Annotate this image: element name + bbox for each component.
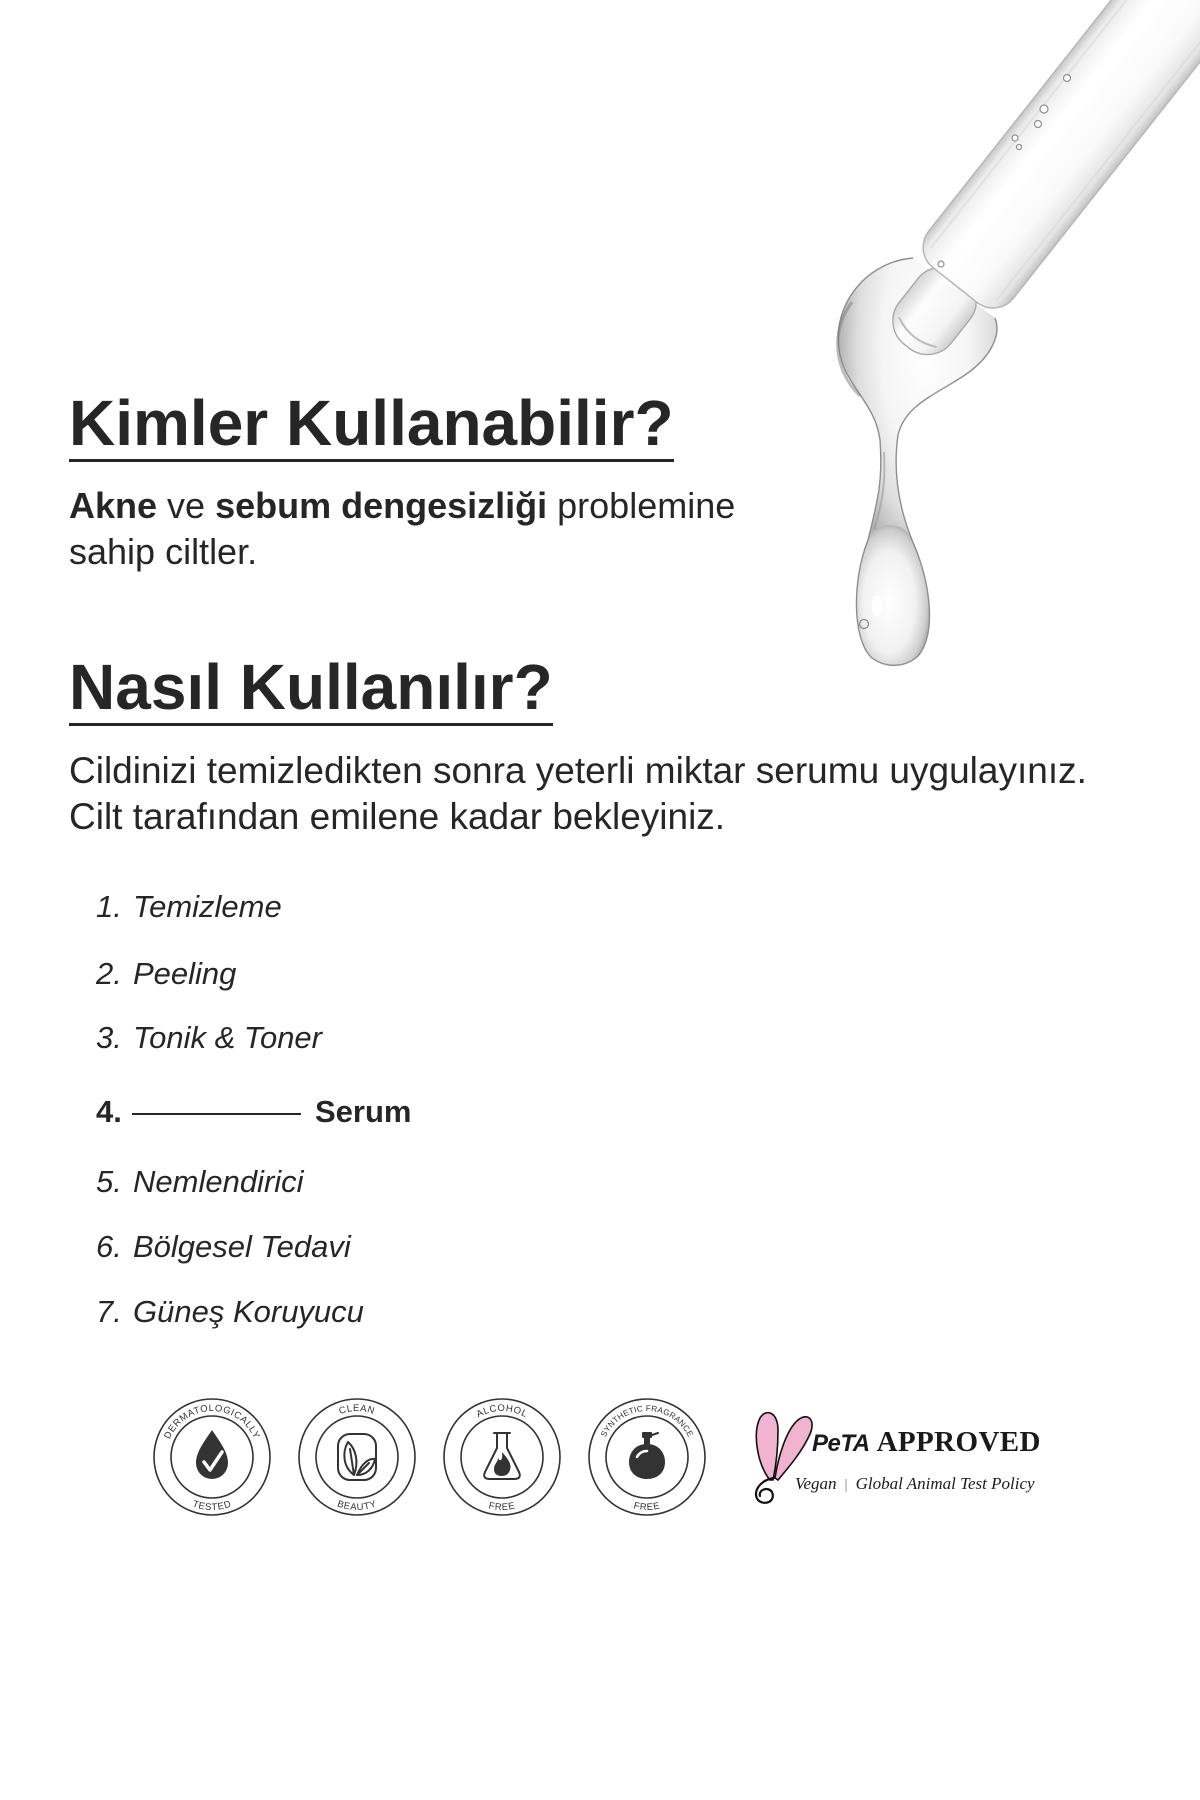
step-label: Tonik & Toner (133, 1020, 322, 1055)
step-label: Nemlendirici (133, 1164, 304, 1199)
peta-separator: | (844, 1477, 848, 1493)
keyword-sebum: sebum dengesizliği (215, 485, 548, 526)
badge-synthetic-fragrance-free (587, 1397, 707, 1517)
badge-bottom-text (633, 1500, 662, 1513)
badge-inner-ring (461, 1416, 543, 1498)
badge-bottom-label: TESTED (190, 1498, 233, 1514)
badge-top-label: SYNTHETIC FRAGRANCE (599, 1403, 695, 1439)
badge-bottom-text (488, 1500, 517, 1513)
step-number: 1. (96, 889, 122, 924)
connector-text: ve (157, 485, 216, 526)
badge-top-text (338, 1403, 377, 1417)
keyword-acne: Akne (69, 485, 158, 526)
how-to-use-heading: Nasıl Kullanılır? (69, 652, 553, 726)
how-line-2: Cilt tarafından emilene kadar bekleyiniz. (69, 796, 726, 837)
peta-brand: PeTA (812, 1430, 870, 1457)
peta-policy-text: Global Animal Test Policy (855, 1474, 1035, 1493)
badge-bottom-label: FREE (632, 1500, 662, 1514)
flask-flame-icon (484, 1433, 520, 1479)
step-item-cleansing (96, 887, 282, 927)
badge-bottom-text (191, 1499, 233, 1514)
who-can-use-heading: Kimler Kullanabilir? (69, 388, 674, 462)
step-item-toner (96, 1018, 322, 1058)
serum-dropper-image (0, 0, 1200, 700)
how-line-1: Cildinizi temizledikten sonra yeterli miktar serumu uygulayınız. (69, 750, 1087, 791)
badge-top-label: CLEAN (337, 1402, 377, 1417)
step-number: 6. (96, 1229, 122, 1264)
step-number: 5. (96, 1164, 122, 1199)
dropper-glass-tube (864, 0, 1200, 380)
badge-clean-beauty (297, 1397, 417, 1517)
step-label: Güneş Koruyucu (133, 1294, 364, 1329)
step-item-serum-current (96, 1092, 411, 1132)
badge-dermatologically-tested (152, 1397, 272, 1517)
step-highlight-line (132, 1113, 301, 1115)
who-line-1 (69, 483, 735, 529)
step-number: 4. (96, 1094, 122, 1129)
step-number: 2. (96, 956, 122, 991)
badge-bottom-text (336, 1498, 379, 1513)
perfume-bottle-icon (629, 1432, 665, 1479)
water-drop-check-icon (196, 1430, 228, 1479)
badge-bottom-label: FREE (487, 1500, 517, 1514)
step-number: 7. (96, 1294, 122, 1329)
problem-text: problemine (547, 485, 736, 526)
peta-approved-text: APPROVED (876, 1426, 1041, 1458)
peta-subtitle (795, 1473, 1035, 1496)
badge-top-label: DERMATOLOGICALLY (162, 1402, 262, 1441)
step-number: 3. (96, 1020, 122, 1055)
who-line-2: sahip ciltler. (69, 531, 258, 572)
step-item-spot-treatment (96, 1227, 351, 1267)
leaf-icon (338, 1434, 376, 1480)
step-item-moisturizer (96, 1162, 304, 1202)
step-label: Serum (315, 1094, 412, 1129)
step-label: Peeling (133, 956, 237, 991)
peta-title (812, 1425, 1041, 1464)
how-to-use-text (69, 748, 1087, 840)
peta-vegan-text: Vegan (795, 1474, 837, 1493)
badge-bottom-label: BEAUTY (335, 1498, 379, 1514)
step-label: Bölgesel Tedavi (133, 1229, 351, 1264)
who-can-use-text (69, 483, 735, 575)
badge-top-text (475, 1403, 530, 1420)
badge-top-label: ALCOHOL (474, 1402, 530, 1421)
step-item-sunscreen (96, 1292, 364, 1332)
step-item-peeling (96, 954, 236, 994)
badge-alcohol-free (442, 1397, 562, 1517)
step-label: Temizleme (133, 889, 282, 924)
